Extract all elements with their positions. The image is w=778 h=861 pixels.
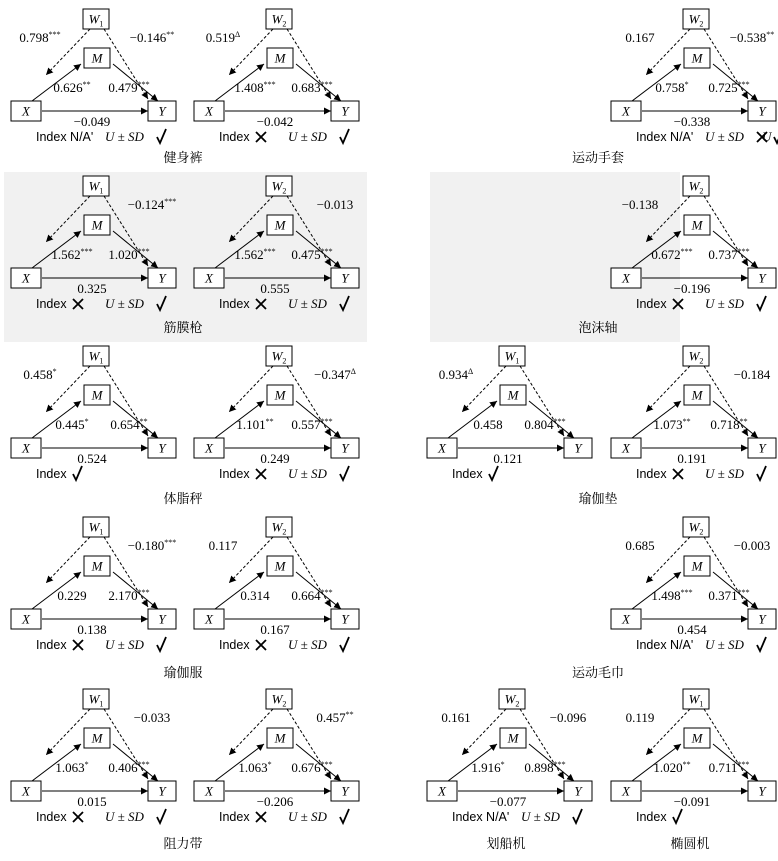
- w-y-coefficient: 0.457**: [316, 710, 354, 725]
- mediation-diagram: [194, 176, 359, 311]
- c-path-coefficient: 0.015: [77, 794, 107, 809]
- b-path-coefficient: 0.683***: [291, 80, 333, 95]
- x-node-label: X: [22, 270, 30, 286]
- u-sd-label: U ± SD: [105, 296, 144, 311]
- a-path-coefficient: 0.758*: [655, 80, 689, 95]
- w-node-label: $W_1$: [88, 178, 104, 196]
- index-cross-icon: [673, 469, 683, 479]
- u-sd-check-icon: [340, 637, 349, 651]
- a-path-coefficient: 0.672***: [651, 247, 693, 262]
- u-sd-label: U ± SD: [288, 129, 327, 144]
- b-path-coefficient: 0.371***: [708, 588, 750, 603]
- u-sd-label: U ± SD: [521, 809, 560, 824]
- x-node-label: X: [205, 103, 213, 119]
- u-sd-check-icon: [757, 637, 766, 651]
- m-node-label: M: [274, 558, 286, 574]
- caption-mid: 划船机: [486, 837, 526, 852]
- mediation-diagram: [611, 517, 776, 652]
- y-node-label: Y: [341, 270, 349, 286]
- w-node-label: $W_2$: [271, 519, 287, 537]
- mediation-diagram: [611, 176, 776, 311]
- a-path-coefficient: 0.445*: [55, 417, 89, 432]
- w-node-label: $W_2$: [504, 691, 520, 709]
- w-to-xm-path: [46, 196, 90, 242]
- u-sd-check-icon: [157, 129, 166, 143]
- w-x-coefficient: 0.458*: [23, 367, 57, 382]
- w-to-xm-path: [229, 709, 273, 755]
- u-sd-check-icon: [157, 809, 166, 823]
- index-label: Index: [219, 467, 250, 481]
- a-path-coefficient: 0.626**: [53, 80, 91, 95]
- mediation-diagram: [611, 689, 776, 824]
- index-label: Index: [636, 297, 667, 311]
- y-node-label: Y: [574, 440, 582, 456]
- u-sd-check-icon: [157, 637, 166, 651]
- m-node-label: M: [91, 730, 103, 746]
- y-node-label: Y: [341, 440, 349, 456]
- u-sd-label: U ± SD: [105, 809, 144, 824]
- y-node-label: Y: [758, 783, 766, 799]
- a-path-coefficient: 1.063*: [55, 760, 89, 775]
- u-sd-check-icon: [573, 809, 582, 823]
- u-check-icon: [774, 129, 778, 143]
- y-node-label: Y: [574, 783, 582, 799]
- a-path-coefficient: 1.101**: [236, 417, 274, 432]
- mediation-diagram: [611, 346, 776, 481]
- w-node-label: $W_1$: [88, 348, 104, 366]
- m-node-label: M: [91, 217, 103, 233]
- b-path-coefficient: 0.898***: [524, 760, 566, 775]
- w-node-label: $W_2$: [688, 519, 704, 537]
- caption-left: 瑜伽服: [163, 666, 203, 681]
- w-node-label: $W_2$: [688, 11, 704, 29]
- u-sd-label: U ± SD: [705, 637, 744, 652]
- m-node-label: M: [91, 558, 103, 574]
- index-label: Index: [36, 297, 67, 311]
- a-path-coefficient: 1.020**: [653, 760, 691, 775]
- u-sd-check-icon: [757, 296, 766, 310]
- b-path-coefficient: 0.725***: [708, 80, 750, 95]
- m-node-label: M: [91, 50, 103, 66]
- c-path-coefficient: −0.042: [256, 114, 294, 129]
- m-node-label: M: [691, 217, 703, 233]
- u-sd-check-icon: [340, 809, 349, 823]
- w-y-coefficient: −0.033: [133, 710, 171, 725]
- index-check-icon: [489, 466, 498, 480]
- caption-left: 健身裤: [163, 151, 203, 166]
- mediation-diagram: [11, 689, 176, 824]
- w-node-label: $W_2$: [271, 178, 287, 196]
- u-sd-label: U ± SD: [705, 466, 744, 481]
- caption-right: 瑜伽垫: [578, 492, 618, 507]
- w-x-coefficient: −0.138: [621, 197, 659, 212]
- index-check-icon: [73, 466, 82, 480]
- w-node-label: $W_1$: [504, 348, 520, 366]
- m-node-label: M: [691, 50, 703, 66]
- u-sd-check-icon: [340, 129, 349, 143]
- x-node-label: X: [22, 103, 30, 119]
- y-node-label: Y: [158, 783, 166, 799]
- caption-left: 阻力带: [163, 837, 203, 852]
- b-path-coefficient: 0.479***: [108, 80, 150, 95]
- x-node-label: X: [438, 783, 446, 799]
- a-path-coefficient: 1.498***: [651, 588, 693, 603]
- w-node-label: $W_2$: [688, 178, 704, 196]
- w-x-coefficient: 0.167: [625, 30, 655, 45]
- w-to-xm-path: [229, 196, 273, 242]
- mediation-diagram: [11, 9, 176, 144]
- x-node-label: X: [438, 440, 446, 456]
- mediation-diagram: [427, 346, 592, 481]
- w-node-label: $W_2$: [271, 691, 287, 709]
- index-label: Index: [219, 638, 250, 652]
- c-path-coefficient: 0.167: [260, 622, 290, 637]
- index-label: Index: [636, 467, 667, 481]
- u-sd-label: U ± SD: [105, 129, 144, 144]
- y-node-label: Y: [758, 440, 766, 456]
- mediation-diagram: [611, 9, 778, 144]
- b-path-coefficient: 2.170***: [108, 588, 150, 603]
- y-node-label: Y: [158, 611, 166, 627]
- w-x-coefficient: 0.119: [625, 710, 655, 725]
- w-node-label: $W_2$: [271, 11, 287, 29]
- c-path-coefficient: −0.338: [673, 114, 711, 129]
- x-node-label: X: [22, 783, 30, 799]
- w-node-label: $W_2$: [271, 348, 287, 366]
- c-path-coefficient: 0.555: [260, 281, 290, 296]
- w-x-coefficient: 0.685: [625, 538, 655, 553]
- index-label: Index N/A': [452, 810, 510, 824]
- y-node-label: Y: [158, 103, 166, 119]
- c-path-coefficient: −0.206: [256, 794, 294, 809]
- u-sd-label: U ± SD: [705, 129, 744, 144]
- u-sd-label: U ± SD: [288, 637, 327, 652]
- a-path-coefficient: 1.063*: [238, 760, 272, 775]
- index-label: Index: [36, 467, 67, 481]
- mediation-diagram: [194, 689, 359, 824]
- index-label: Index: [452, 467, 483, 481]
- m-node-label: M: [274, 217, 286, 233]
- y-node-label: Y: [158, 440, 166, 456]
- c-path-coefficient: −0.196: [673, 281, 711, 296]
- c-path-coefficient: 0.454: [677, 622, 707, 637]
- w-x-coefficient: 0.161: [441, 710, 471, 725]
- index-label: Index: [36, 638, 67, 652]
- u-sd-label: U ± SD: [288, 809, 327, 824]
- index-cross-icon: [673, 299, 683, 309]
- w-node-label: $W_2$: [688, 348, 704, 366]
- m-node-label: M: [691, 730, 703, 746]
- x-node-label: X: [622, 440, 630, 456]
- u-label: U: [762, 129, 772, 144]
- index-label: Index: [219, 810, 250, 824]
- w-node-label: $W_1$: [688, 691, 704, 709]
- index-label: Index N/A': [636, 130, 694, 144]
- b-path-coefficient: 0.654**: [110, 417, 148, 432]
- index-check-icon: [673, 809, 682, 823]
- w-to-xm-path: [46, 537, 90, 583]
- c-path-coefficient: 0.249: [260, 451, 290, 466]
- x-node-label: X: [622, 270, 630, 286]
- y-node-label: Y: [341, 783, 349, 799]
- index-label: Index: [636, 810, 667, 824]
- w-y-coefficient: −0.184: [733, 367, 771, 382]
- x-node-label: X: [205, 611, 213, 627]
- u-sd-label: U ± SD: [105, 637, 144, 652]
- caption-left: 筋膜枪: [163, 321, 203, 336]
- index-cross-icon: [256, 640, 266, 650]
- y-node-label: Y: [758, 270, 766, 286]
- caption-right: 椭圆机: [670, 837, 710, 852]
- index-cross-icon: [256, 469, 266, 479]
- y-node-label: Y: [158, 270, 166, 286]
- b-path-coefficient: 0.475***: [291, 247, 333, 262]
- m-node-label: M: [274, 387, 286, 403]
- w-to-xm-path: [646, 366, 690, 412]
- u-sd-label: U ± SD: [705, 296, 744, 311]
- m-node-label: M: [274, 50, 286, 66]
- a-path-coefficient: 1.562***: [51, 247, 93, 262]
- b-path-coefficient: 1.020***: [108, 247, 150, 262]
- w-node-label: $W_1$: [88, 519, 104, 537]
- caption-right: 运动毛巾: [571, 666, 625, 681]
- index-label: Index: [219, 297, 250, 311]
- a-path-coefficient: 0.314: [240, 588, 270, 603]
- mediation-diagram: [11, 176, 176, 311]
- index-label: Index N/A': [636, 638, 694, 652]
- caption-right: 泡沫轴: [578, 321, 618, 336]
- a-path-coefficient: 1.408***: [234, 80, 276, 95]
- index-cross-icon: [73, 812, 83, 822]
- c-path-coefficient: −0.091: [673, 794, 711, 809]
- c-path-coefficient: 0.121: [493, 451, 523, 466]
- w-y-coefficient: −0.180***: [127, 538, 177, 553]
- m-node-label: M: [507, 387, 519, 403]
- u-sd-label: U ± SD: [288, 296, 327, 311]
- b-path-coefficient: 0.676***: [291, 760, 333, 775]
- m-node-label: M: [691, 387, 703, 403]
- w-y-coefficient: $-0.347^\Delta$: [314, 367, 356, 382]
- w-x-coefficient: 0.798***: [19, 30, 61, 45]
- x-node-label: X: [205, 440, 213, 456]
- w-x-coefficient: $0.519^\Delta$: [205, 30, 241, 45]
- u-sd-check-icon: [340, 296, 349, 310]
- w-y-coefficient: −0.124***: [127, 197, 177, 212]
- c-path-coefficient: −0.077: [489, 794, 527, 809]
- y-node-label: Y: [341, 611, 349, 627]
- index-cross-icon: [256, 132, 266, 142]
- u-sd-check-icon: [340, 466, 349, 480]
- index-label: Index: [219, 130, 250, 144]
- b-path-coefficient: 0.718**: [710, 417, 748, 432]
- b-path-coefficient: 0.557***: [291, 417, 333, 432]
- w-x-coefficient: 0.117: [208, 538, 238, 553]
- a-path-coefficient: 1.562***: [234, 247, 276, 262]
- w-node-label: $W_1$: [88, 11, 104, 29]
- index-cross-icon: [73, 640, 83, 650]
- m-node-label: M: [91, 387, 103, 403]
- caption-left: 体脂秤: [163, 492, 203, 507]
- mediation-diagram: [194, 517, 359, 652]
- b-path-coefficient: 0.664***: [291, 588, 333, 603]
- mediation-diagram: [194, 9, 359, 144]
- w-y-coefficient: −0.003: [733, 538, 771, 553]
- u-sd-check-icon: [757, 466, 766, 480]
- m-node-label: M: [507, 730, 519, 746]
- w-y-coefficient: −0.146**: [129, 30, 175, 45]
- c-path-coefficient: 0.191: [677, 451, 707, 466]
- index-cross-icon: [256, 299, 266, 309]
- b-path-coefficient: 0.804***: [524, 417, 566, 432]
- a-path-coefficient: 0.458: [473, 417, 503, 432]
- x-node-label: X: [622, 611, 630, 627]
- a-path-coefficient: 1.073**: [653, 417, 691, 432]
- c-path-coefficient: 0.138: [77, 622, 107, 637]
- mediation-diagram: [427, 689, 592, 824]
- w-y-coefficient: −0.096: [549, 710, 587, 725]
- u-sd-label: U ± SD: [288, 466, 327, 481]
- u-sd-check-icon: [157, 296, 166, 310]
- w-to-xm-path: [46, 709, 90, 755]
- a-path-coefficient: 0.229: [57, 588, 87, 603]
- index-cross-icon: [256, 812, 266, 822]
- x-node-label: X: [622, 783, 630, 799]
- x-node-label: X: [205, 270, 213, 286]
- mediation-diagram: [11, 346, 176, 481]
- b-path-coefficient: 0.711***: [708, 760, 750, 775]
- w-node-label: $W_1$: [88, 691, 104, 709]
- x-node-label: X: [22, 611, 30, 627]
- b-path-coefficient: 0.406***: [108, 760, 150, 775]
- w-to-xm-path: [229, 366, 273, 412]
- w-y-coefficient: −0.013: [316, 197, 354, 212]
- index-label: Index N/A': [36, 130, 94, 144]
- b-path-coefficient: 0.737***: [708, 247, 750, 262]
- y-node-label: Y: [758, 611, 766, 627]
- w-y-coefficient: −0.538**: [729, 30, 775, 45]
- c-path-coefficient: 0.325: [77, 281, 107, 296]
- x-node-label: X: [622, 103, 630, 119]
- m-node-label: M: [274, 730, 286, 746]
- caption-right: 运动手套: [571, 151, 625, 166]
- x-node-label: X: [22, 440, 30, 456]
- x-node-label: X: [205, 783, 213, 799]
- y-node-label: Y: [341, 103, 349, 119]
- mediation-diagram: [194, 346, 359, 481]
- index-cross-icon: [73, 299, 83, 309]
- c-path-coefficient: −0.049: [73, 114, 111, 129]
- index-label: Index: [36, 810, 67, 824]
- c-path-coefficient: 0.524: [77, 451, 107, 466]
- mediation-diagram: [11, 517, 176, 652]
- y-node-label: Y: [758, 103, 766, 119]
- m-node-label: M: [691, 558, 703, 574]
- w-x-coefficient: $0.934^\Delta$: [438, 367, 474, 382]
- a-path-coefficient: 1.916*: [471, 760, 505, 775]
